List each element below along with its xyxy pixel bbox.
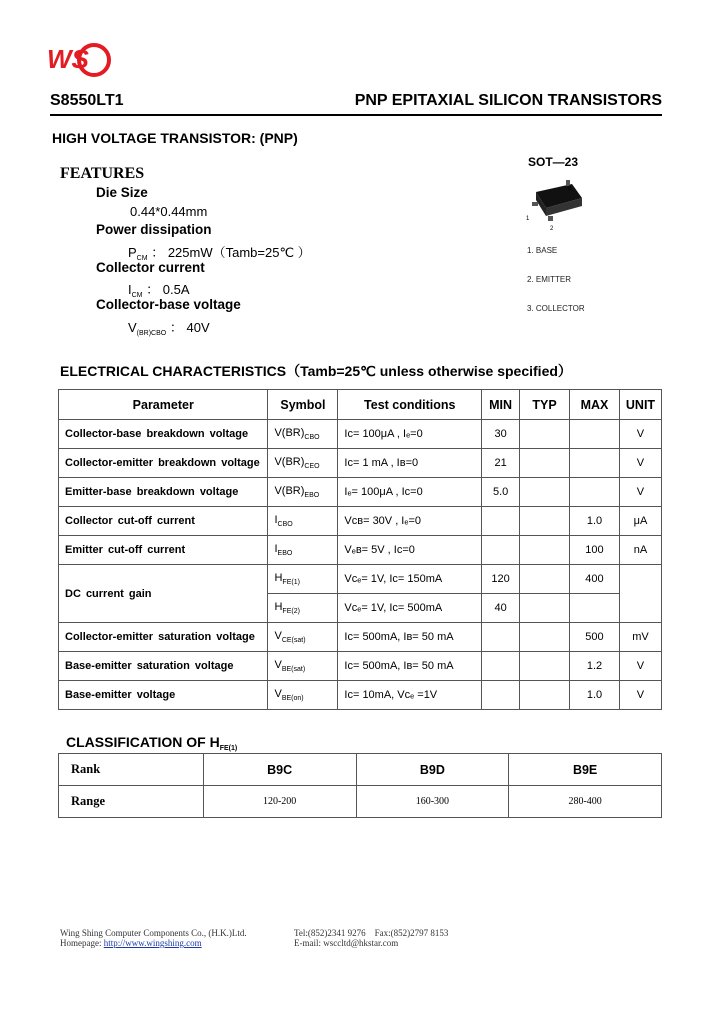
min-cell (482, 507, 520, 536)
current-label: Collector current (96, 260, 205, 275)
table-row (59, 565, 662, 594)
header-parameter: Parameter (59, 390, 268, 420)
footer-company: Wing Shing Computer Components Co., (H.K.)Ltd. (60, 928, 247, 938)
typ-cell (520, 565, 570, 594)
unit-cell: V (619, 652, 661, 681)
electrical-heading: ELECTRICAL CHARACTERISTICS（Tamb=25℃ unless otherwise specified） (60, 363, 572, 379)
condition-cell: Ic= 10mA, Vᴄₑ =1V (338, 681, 482, 710)
pin-emitter-label: 2. EMITTER (527, 275, 572, 284)
condition-cell: Ic= 500mA, Iʙ= 50 mA (338, 623, 482, 652)
power-value: 225mW（Tamb=25℃ ） (167, 245, 311, 260)
max-cell (570, 478, 620, 507)
condition-cell: Ic= 1 mA , Iʙ=0 (338, 449, 482, 478)
power-colon: ： (151, 245, 165, 260)
subheading: HIGH VOLTAGE TRANSISTOR: (PNP) (52, 130, 298, 146)
rank-b9e: B9E (509, 754, 662, 786)
voltage-line (128, 317, 210, 337)
range-b9c: 120-200 (203, 786, 356, 818)
typ-cell (520, 536, 570, 565)
min-cell: 5.0 (482, 478, 520, 507)
pin-number-1: 1 (526, 216, 530, 222)
unit-cell: μA (619, 507, 661, 536)
symbol-cell: $V(BR)_{EBO}$ (268, 478, 338, 507)
rank-b9d: B9D (356, 754, 509, 786)
max-cell (570, 449, 620, 478)
typ-cell (520, 449, 570, 478)
table-row (59, 652, 662, 681)
rank-row (59, 754, 662, 786)
pin-collector-label: 3. COLLECTOR (527, 304, 585, 313)
table-row (59, 681, 662, 710)
classification-table (58, 753, 662, 818)
header-test-conditions: Test conditions (338, 390, 482, 420)
pin-number-3: 3 (568, 186, 572, 192)
rank-b9c: B9C (203, 754, 356, 786)
min-cell (482, 681, 520, 710)
voltage-subscript: (BR)CBO (136, 330, 167, 337)
power-line (128, 242, 311, 262)
min-cell: 30 (482, 420, 520, 449)
max-cell: 1.0 (570, 681, 620, 710)
unit-cell: V (619, 420, 661, 449)
typ-cell (520, 507, 570, 536)
unit-cell: V (619, 478, 661, 507)
max-cell: 1.2 (570, 652, 620, 681)
pin-number-2: 2 (550, 226, 554, 230)
table-row (59, 536, 662, 565)
die-size-value: 0.44*0.44mm (130, 204, 208, 219)
classification-heading: CLASSIFICATION OF $H_{FE(1)}$ (66, 734, 238, 752)
document-title: PNP EPITAXIAL SILICON TRANSISTORS (354, 92, 662, 109)
condition-cell: Vᴄʙ= 30V , Iₑ=0 (338, 507, 482, 536)
typ-cell (520, 623, 570, 652)
max-cell: 500 (570, 623, 620, 652)
voltage-symbol: V (128, 320, 137, 335)
voltage-colon: ： (169, 320, 183, 335)
unit-cell: mV (619, 623, 661, 652)
param-cell: Base-emitter voltage (59, 681, 268, 710)
company-logo (44, 38, 112, 84)
typ-cell (520, 681, 570, 710)
voltage-value: 40V (186, 320, 210, 335)
fax-number: Fax:(852)2797 8153 (374, 928, 449, 938)
header-typ: TYP (520, 390, 570, 420)
min-cell: 40 (482, 594, 520, 623)
table-row (59, 623, 662, 652)
header-unit: UNIT (619, 390, 661, 420)
condition-cell: Ic= 100μA , Iₑ=0 (338, 420, 482, 449)
min-cell (482, 623, 520, 652)
condition-cell: Vᴄₑ= 1V, Ic= 500mA (338, 594, 482, 623)
max-cell (570, 594, 620, 623)
table-row (59, 449, 662, 478)
min-cell (482, 652, 520, 681)
footer-email (294, 938, 398, 948)
pin-base-label: 1. BASE (527, 246, 558, 255)
symbol-cell: $I_{EBO}$ (268, 536, 338, 565)
symbol-cell: $H_{FE(1)}$ (268, 565, 338, 594)
param-cell: Collector cut-off current (59, 507, 268, 536)
footer-homepage (60, 938, 202, 948)
symbol-cell: $V(BR)_{CEO}$ (268, 449, 338, 478)
power-symbol: P (128, 245, 137, 260)
symbol-cell: $H_{FE(2)}$ (268, 594, 338, 623)
power-subscript: CM (136, 255, 148, 262)
symbol-cell: $V_{BE(on)}$ (268, 681, 338, 710)
current-line (128, 279, 190, 299)
range-row (59, 786, 662, 818)
typ-cell (520, 652, 570, 681)
table-row (59, 507, 662, 536)
range-b9d: 160-300 (356, 786, 509, 818)
max-cell (570, 420, 620, 449)
unit-cell: V (619, 681, 661, 710)
sot23-package-image (522, 180, 594, 230)
voltage-label: Collector-base voltage (96, 297, 241, 312)
table-header-row (59, 390, 662, 420)
unit-cell (619, 565, 661, 623)
rank-label: Rank (59, 754, 204, 786)
current-value: 0.5A (162, 282, 190, 297)
current-colon: ： (146, 282, 160, 297)
power-label: Power dissipation (96, 222, 212, 237)
min-cell: 21 (482, 449, 520, 478)
symbol-cell: $I_{CBO}$ (268, 507, 338, 536)
param-cell: DC current gain (59, 565, 268, 623)
param-cell: Emitter-base breakdown voltage (59, 478, 268, 507)
max-cell: 400 (570, 565, 620, 594)
logo-text: WS (47, 44, 89, 74)
condition-cell: Vᴄₑ= 1V, Ic= 150mA (338, 565, 482, 594)
condition-cell: Iₑ= 100μA , Ic=0 (338, 478, 482, 507)
package-title: SOT—23 (528, 155, 579, 169)
table-row (59, 478, 662, 507)
condition-cell: Vₑʙ= 5V , Ic=0 (338, 536, 482, 565)
table-row (59, 420, 662, 449)
range-label: Range (59, 786, 204, 818)
range-b9e: 280-400 (509, 786, 662, 818)
max-cell: 1.0 (570, 507, 620, 536)
min-cell: 120 (482, 565, 520, 594)
die-size-label: Die Size (96, 185, 148, 200)
current-subscript: CM (131, 292, 143, 299)
typ-cell (520, 478, 570, 507)
homepage-label: Homepage: (60, 938, 102, 948)
param-cell: Collector-base breakdown voltage (59, 420, 268, 449)
param-cell: Emitter cut-off current (59, 536, 268, 565)
tel-number: Tel:(852)2341 9276 (294, 928, 366, 938)
param-cell: Collector-emitter saturation voltage (59, 623, 268, 652)
current-symbol: I (128, 282, 132, 297)
email-address[interactable]: wsccltd@hkstar.com (323, 938, 399, 948)
footer-phone (294, 928, 448, 938)
symbol-cell: $V_{CE(sat)}$ (268, 623, 338, 652)
min-cell (482, 536, 520, 565)
symbol-cell: $V_{BE(sat)}$ (268, 652, 338, 681)
homepage-link[interactable]: http://www.wingshing.com (103, 938, 202, 948)
param-cell: Collector-emitter breakdown voltage (59, 449, 268, 478)
email-label: E-mail: (294, 938, 321, 948)
header-symbol: Symbol (268, 390, 338, 420)
electrical-characteristics-table (58, 389, 662, 710)
max-cell: 100 (570, 536, 620, 565)
unit-cell: nA (619, 536, 661, 565)
condition-cell: Ic= 500mA, Iʙ= 50 mA (338, 652, 482, 681)
features-heading: FEATURES (60, 165, 145, 182)
param-cell: Base-emitter saturation voltage (59, 652, 268, 681)
typ-cell (520, 420, 570, 449)
header-min: MIN (482, 390, 520, 420)
typ-cell (520, 594, 570, 623)
title-bar (50, 92, 662, 116)
symbol-cell: $V(BR)_{CBO}$ (268, 420, 338, 449)
header-max: MAX (570, 390, 620, 420)
unit-cell: V (619, 449, 661, 478)
part-number: S8550LT1 (50, 92, 124, 109)
